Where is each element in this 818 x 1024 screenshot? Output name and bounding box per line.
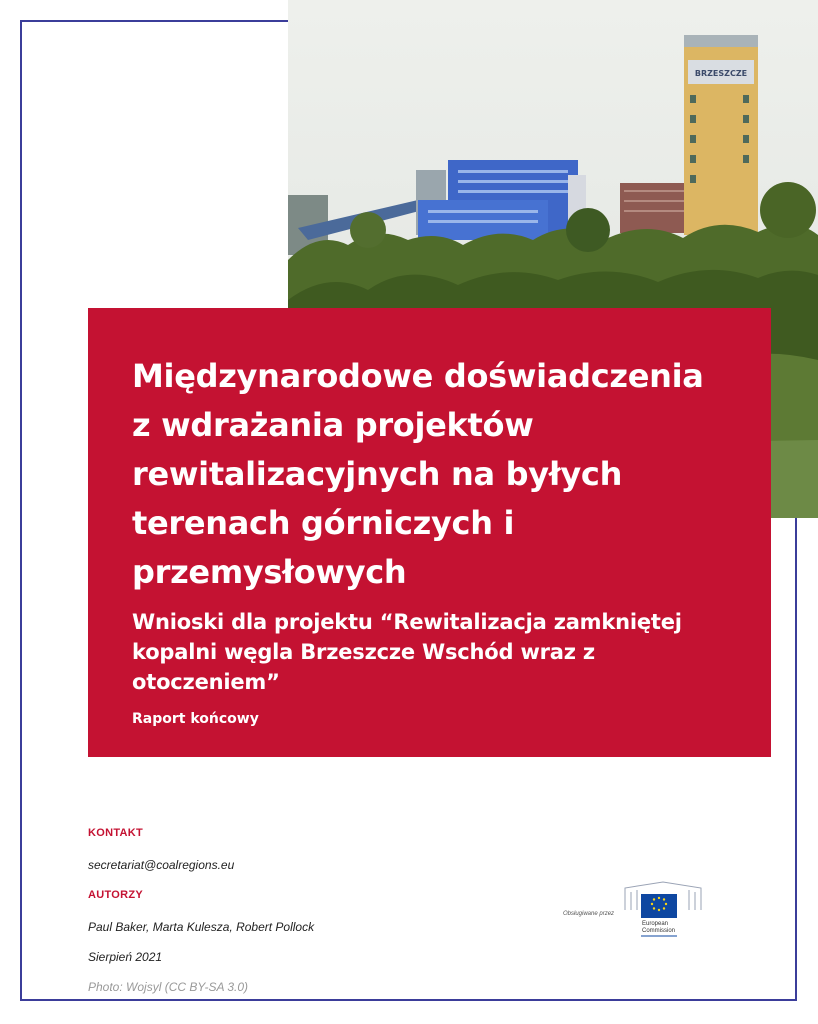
authors-names: Paul Baker, Marta Kulesza, Robert Pollock [88,920,315,934]
report-date: Sierpień 2021 [88,950,163,964]
contact-email[interactable]: secretariat@coalregions.eu [88,858,235,872]
logo-caption: Obsługiwane przez [563,911,615,917]
photo-credit: Photo: Wojsyl (CC BY-SA 3.0) [88,980,249,994]
report-subtitle: Wnioski dla projektu “Rewitalizacja zamkniętej kopalni węgla Brzeszcze Wschód wraz z otoczeniem” [132,610,682,694]
report-type: Raport końcowy [132,711,259,727]
report-title: Międzynarodowe doświadczenia z wdrażania projektów rewitalizacyjnych na byłych terenach górniczych i przemysłowych [132,357,704,591]
tower-sign: BRZESZCZE [694,69,748,78]
logo-name-line1: European [642,921,669,927]
contact-label: KONTAKT [88,827,144,839]
logo-name-line2: Commission [642,928,676,934]
european-commission-logo [563,880,713,940]
logo-text [642,921,675,935]
authors-label: AUTORZY [88,889,144,901]
title-banner [88,308,771,757]
